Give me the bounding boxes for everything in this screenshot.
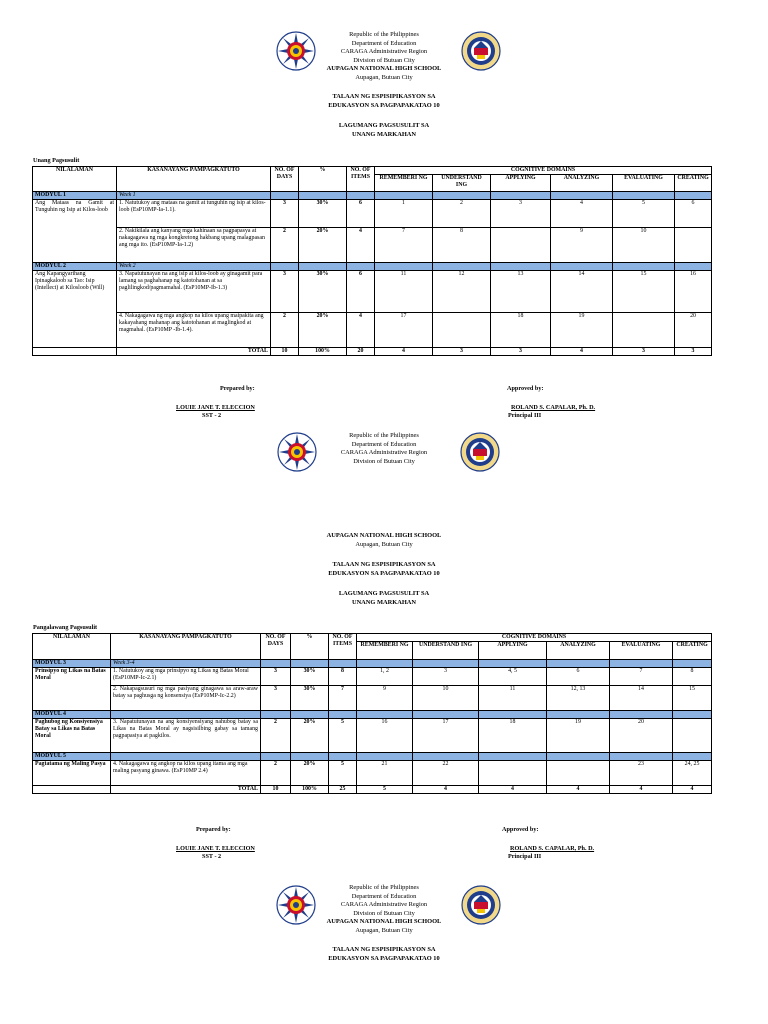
rem-cell: 16 — [357, 718, 413, 752]
exam-title — [0, 122, 768, 139]
prepared-position: SST - 2 — [202, 853, 222, 860]
school-address: Aupagan, Butuan City — [355, 926, 413, 934]
module-row — [33, 262, 712, 270]
topic-cell: Paghubog ng Konsiyensiya Batay sa Likas na Batas Moral — [33, 718, 111, 752]
col-evaluating: EVALUATING — [613, 174, 675, 191]
pct-cell: 30% — [291, 685, 329, 710]
specification-table-2 — [32, 633, 712, 794]
module-label: MODYUL 2 — [33, 262, 117, 270]
days-cell: 2 — [261, 718, 291, 752]
approved-by-label: Approved by: — [502, 826, 539, 833]
ana-cell: 19 — [551, 312, 613, 347]
total-row — [33, 785, 712, 793]
total-items: 25 — [329, 785, 357, 793]
specification-table-1 — [32, 166, 712, 356]
col-creating: CREATING — [673, 641, 712, 659]
table-row — [33, 227, 712, 262]
approved-position: Principal III — [508, 853, 542, 860]
total-cre: 4 — [673, 785, 712, 793]
table-row — [33, 667, 712, 685]
total-row — [33, 347, 712, 355]
days-cell: 2 — [261, 760, 291, 785]
title-line-1: TALAAN NG ESPISIPIKASYON SA — [332, 93, 436, 100]
eva-cell — [613, 312, 675, 347]
school-name: AUPAGAN NATIONAL HIGH SCHOOL — [326, 532, 442, 539]
und-cell: 2 — [433, 199, 491, 227]
title-line-4: UNANG MARKAHAN — [351, 598, 417, 606]
days-cell: 3 — [271, 199, 299, 227]
school-address: Aupagan, Butuan City — [355, 73, 413, 81]
school-address: Aupagan, Butuan City — [355, 540, 413, 548]
cre-cell: 8 — [673, 667, 712, 685]
rem-cell: 7 — [375, 227, 433, 262]
total-und: 4 — [413, 785, 479, 793]
week-label: Week 2 — [117, 262, 271, 270]
module-row — [33, 191, 712, 199]
col-understanding: UNDERSTAND ING — [433, 174, 491, 191]
pct-cell: 30% — [299, 199, 347, 227]
deped-text: Department of Education — [351, 892, 417, 900]
items-cell: 5 — [329, 760, 357, 785]
rem-cell: 21 — [357, 760, 413, 785]
und-cell: 3 — [413, 667, 479, 685]
module-label: MODYUL 4 — [33, 710, 111, 718]
eva-cell: 23 — [610, 760, 673, 785]
items-cell: 8 — [329, 667, 357, 685]
und-cell: 17 — [413, 718, 479, 752]
items-cell: 4 — [347, 227, 375, 262]
competency-cell: 2. Nakikilala ang kanyang mga kahinaan sa pagpapasya at nakagagawa ng mga kongkretong hakbang upang malagpasan ang mga ito. (EsP10MP-Ia-1.2) — [117, 227, 271, 262]
col-creating: CREATING — [675, 174, 712, 191]
app-cell: 18 — [491, 312, 551, 347]
approved-name: ROLAND S. CAPALAR, Ph. D. — [511, 404, 596, 411]
eva-cell: 10 — [613, 227, 675, 262]
title-line-3: LAGUMANG PAGSUSULIT SA — [338, 590, 430, 597]
cre-cell: 6 — [675, 199, 712, 227]
letterhead — [0, 31, 768, 83]
total-und: 3 — [433, 347, 491, 355]
eva-cell: 15 — [613, 270, 675, 312]
und-cell: 12 — [433, 270, 491, 312]
days-cell: 2 — [271, 312, 299, 347]
test-caption: Unang Pagsusulit — [33, 157, 80, 164]
table-row — [33, 270, 712, 312]
approved-name: ROLAND S. CAPALAR, Ph. D. — [510, 845, 595, 852]
division-text: Division of Butuan City — [353, 457, 415, 465]
approved-position: Principal III — [508, 412, 542, 419]
und-cell: 10 — [413, 685, 479, 710]
competency-cell: 1. Natutukoy ang mga prinsipyo ng Likas ng Batas Moral (EsP10MP-Ic-2.1) — [111, 667, 261, 685]
ana-cell: 19 — [547, 718, 610, 752]
col-applying: APPLYING — [491, 174, 551, 191]
topic-cell: Prinsipyo ng Likas na Batas Moral — [33, 667, 111, 710]
eva-cell: 7 — [610, 667, 673, 685]
total-app: 3 — [491, 347, 551, 355]
items-cell: 6 — [347, 199, 375, 227]
total-label: TOTAL — [117, 347, 271, 355]
cre-cell: 24, 25 — [673, 760, 712, 785]
module-label: MODYUL 1 — [33, 191, 117, 199]
school-name: AUPAGAN NATIONAL HIGH SCHOOL — [326, 65, 442, 73]
total-cre: 3 — [675, 347, 712, 355]
total-app: 4 — [479, 785, 547, 793]
table-row — [33, 685, 712, 710]
pct-cell: 20% — [291, 718, 329, 752]
cre-cell — [673, 718, 712, 752]
title-line-1: TALAAN NG ESPISIPIKASYON SA — [332, 946, 436, 953]
total-ana: 4 — [551, 347, 613, 355]
col-pct: % — [291, 634, 329, 660]
app-cell: 11 — [479, 685, 547, 710]
table-row — [33, 760, 712, 785]
days-cell: 2 — [271, 227, 299, 262]
pct-cell: 30% — [291, 667, 329, 685]
school-name: AUPAGAN NATIONAL HIGH SCHOOL — [326, 918, 442, 926]
col-nilalaman: NILALAMAN — [33, 634, 111, 660]
col-kasanayan: KASANAYANG PAMPAGKATUTO — [111, 634, 261, 660]
week-label: Week 1 — [117, 191, 271, 199]
total-days: 10 — [261, 785, 291, 793]
region-text: CARAGA Administrative Region — [340, 901, 428, 909]
pct-cell: 20% — [299, 312, 347, 347]
competency-cell: 3. Napatutunayan na ang isip at kilos-loob ay ginagamit para lamang sa paghahanap ng katotohanan at sa paglilingkod/pagmamahal. (EsP10MP-Ib-1.3) — [117, 270, 271, 312]
app-cell: 13 — [491, 270, 551, 312]
prepared-position: SST - 2 — [202, 412, 222, 419]
title-line-3: LAGUMANG PAGSUSULIT SA — [338, 122, 430, 129]
document-title — [0, 93, 768, 110]
col-kasanayan: KASANAYANG PAMPAGKATUTO — [117, 167, 271, 192]
col-days: NO. OF DAYS — [261, 634, 291, 660]
competency-cell: 3. Napatutunayan na ang konsiyensiyang nahubog batay sa Likas na Batas Moral ay nagsisilbing gabay sa tamang pagpapasiya at pagkilos. — [111, 718, 261, 752]
col-applying: APPLYING — [479, 641, 547, 659]
col-items: NO. OF ITEMS — [347, 167, 375, 192]
app-cell — [491, 227, 551, 262]
rem-cell: 17 — [375, 312, 433, 347]
col-pct: % — [299, 167, 347, 192]
module-row — [33, 659, 712, 667]
table-row — [33, 718, 712, 752]
rem-cell: 9 — [357, 685, 413, 710]
module-row — [33, 710, 712, 718]
document-title — [0, 946, 768, 963]
eva-cell: 14 — [610, 685, 673, 710]
col-remembering: REMEMBERI NG — [375, 174, 433, 191]
title-line-2: EDUKASYON SA PAGPAPAKATAO 10 — [328, 954, 440, 962]
competency-cell: 4. Nakagagawa ng angkop na kilos upang itama ang mga maling pasyang ginawa. (EsP10MP 2.4) — [111, 760, 261, 785]
module-label: MODYUL 5 — [33, 752, 111, 760]
days-cell: 3 — [261, 685, 291, 710]
col-evaluating: EVALUATING — [610, 641, 673, 659]
week-label: Week 3-4 — [111, 659, 261, 667]
items-cell: 5 — [329, 718, 357, 752]
pct-cell: 20% — [299, 227, 347, 262]
col-nilalaman: NILALAMAN — [33, 167, 117, 192]
exam-title — [0, 590, 768, 607]
title-line-1: TALAAN NG ESPISIPIKASYON SA — [332, 561, 436, 568]
total-rem: 5 — [357, 785, 413, 793]
total-rem: 4 — [375, 347, 433, 355]
letterhead — [0, 432, 768, 466]
republic-text: Republic of the Philippines — [349, 432, 419, 439]
total-pct: 100% — [291, 785, 329, 793]
ana-cell: 12, 13 — [547, 685, 610, 710]
eva-cell: 5 — [613, 199, 675, 227]
school-block — [0, 532, 768, 549]
items-cell: 4 — [347, 312, 375, 347]
title-line-2: EDUKASYON SA PAGPAPAKATAO 10 — [328, 101, 440, 109]
und-cell: 8 — [433, 227, 491, 262]
table-row — [33, 199, 712, 227]
total-label: TOTAL — [111, 785, 261, 793]
ana-cell: 4 — [551, 199, 613, 227]
competency-cell: 2. Nakapagsusuri ng mga pasiyang ginagawa sa araw-araw batay sa paghusga ng konsensiya (EsP10MP-Ic-2.2) — [111, 685, 261, 710]
test-caption: Pangalawang Pagsusulit — [33, 624, 98, 631]
pct-cell: 20% — [291, 760, 329, 785]
ana-cell: 9 — [551, 227, 613, 262]
republic-text: Republic of the Philippines — [349, 31, 419, 38]
ana-cell — [547, 760, 610, 785]
eva-cell: 20 — [610, 718, 673, 752]
cre-cell — [675, 227, 712, 262]
deped-text: Department of Education — [351, 39, 417, 47]
division-text: Division of Butuan City — [353, 56, 415, 64]
republic-text: Republic of the Philippines — [349, 884, 419, 891]
table-row — [33, 312, 712, 347]
col-items: NO. OF ITEMS — [329, 634, 357, 660]
col-remembering: REMEMBERI NG — [357, 641, 413, 659]
ana-cell: 14 — [551, 270, 613, 312]
col-analyzing: ANALYZING — [551, 174, 613, 191]
items-cell: 6 — [347, 270, 375, 312]
app-cell: 3 — [491, 199, 551, 227]
region-text: CARAGA Administrative Region — [340, 449, 428, 457]
topic-cell: Pagtatama ng Maling Pasya — [33, 760, 111, 785]
division-text: Division of Butuan City — [353, 909, 415, 917]
total-pct: 100% — [299, 347, 347, 355]
deped-text: Department of Education — [351, 440, 417, 448]
col-domains: COGNITIVE DOMAINS — [375, 167, 712, 175]
items-cell: 7 — [329, 685, 357, 710]
topic-cell: Ang Kapangyarihang Ipinagkaloob sa Tao: Isip (Intellect) at Kilosloob (Will) — [33, 270, 117, 347]
competency-cell: 4. Nakagagawa ng mga angkop na kilos upang maipakita ang kakayahang mahanap ang katotohanan at maglingkod at magmahal. (EsP10MP -Ib-1.4). — [117, 312, 271, 347]
total-items: 20 — [347, 347, 375, 355]
und-cell: 22 — [413, 760, 479, 785]
total-days: 10 — [271, 347, 299, 355]
col-days: NO. OF DAYS — [271, 167, 299, 192]
col-domains: COGNITIVE DOMAINS — [357, 634, 712, 642]
app-cell — [479, 760, 547, 785]
approved-by-label: Approved by: — [507, 385, 544, 392]
prepared-by-label: Prepared by: — [196, 826, 231, 833]
letterhead — [0, 884, 768, 936]
pct-cell: 30% — [299, 270, 347, 312]
cre-cell: 16 — [675, 270, 712, 312]
app-cell: 4, 5 — [479, 667, 547, 685]
region-text: CARAGA Administrative Region — [340, 48, 428, 56]
total-eva: 4 — [610, 785, 673, 793]
col-understanding: UNDERSTAND ING — [413, 641, 479, 659]
cre-cell: 20 — [675, 312, 712, 347]
rem-cell: 11 — [375, 270, 433, 312]
und-cell — [433, 312, 491, 347]
title-line-2: EDUKASYON SA PAGPAPAKATAO 10 — [328, 569, 440, 577]
rem-cell: 1 — [375, 199, 433, 227]
total-eva: 3 — [613, 347, 675, 355]
rem-cell: 1, 2 — [357, 667, 413, 685]
module-label: MODYUL 3 — [33, 659, 111, 667]
topic-cell: Ang Mataas na Gamit at Tunguhin ng Isip at Kilos-loob — [33, 199, 117, 262]
prepared-name: LOUIE JANE T. ELECCION — [176, 845, 255, 852]
ana-cell: 6 — [547, 667, 610, 685]
days-cell: 3 — [261, 667, 291, 685]
title-line-4: UNANG MARKAHAN — [351, 130, 417, 138]
module-row — [33, 752, 712, 760]
prepared-name: LOUIE JANE T. ELECCION — [176, 404, 255, 411]
prepared-by-label: Prepared by: — [220, 385, 255, 392]
app-cell: 18 — [479, 718, 547, 752]
competency-cell: 1. Natutukoy ang mataas na gamit at tunguhin ng isip at kilos-loob (EsP10MP-Ia-1.1). — [117, 199, 271, 227]
days-cell: 3 — [271, 270, 299, 312]
cre-cell: 15 — [673, 685, 712, 710]
col-analyzing: ANALYZING — [547, 641, 610, 659]
document-title — [0, 561, 768, 578]
total-ana: 4 — [547, 785, 610, 793]
